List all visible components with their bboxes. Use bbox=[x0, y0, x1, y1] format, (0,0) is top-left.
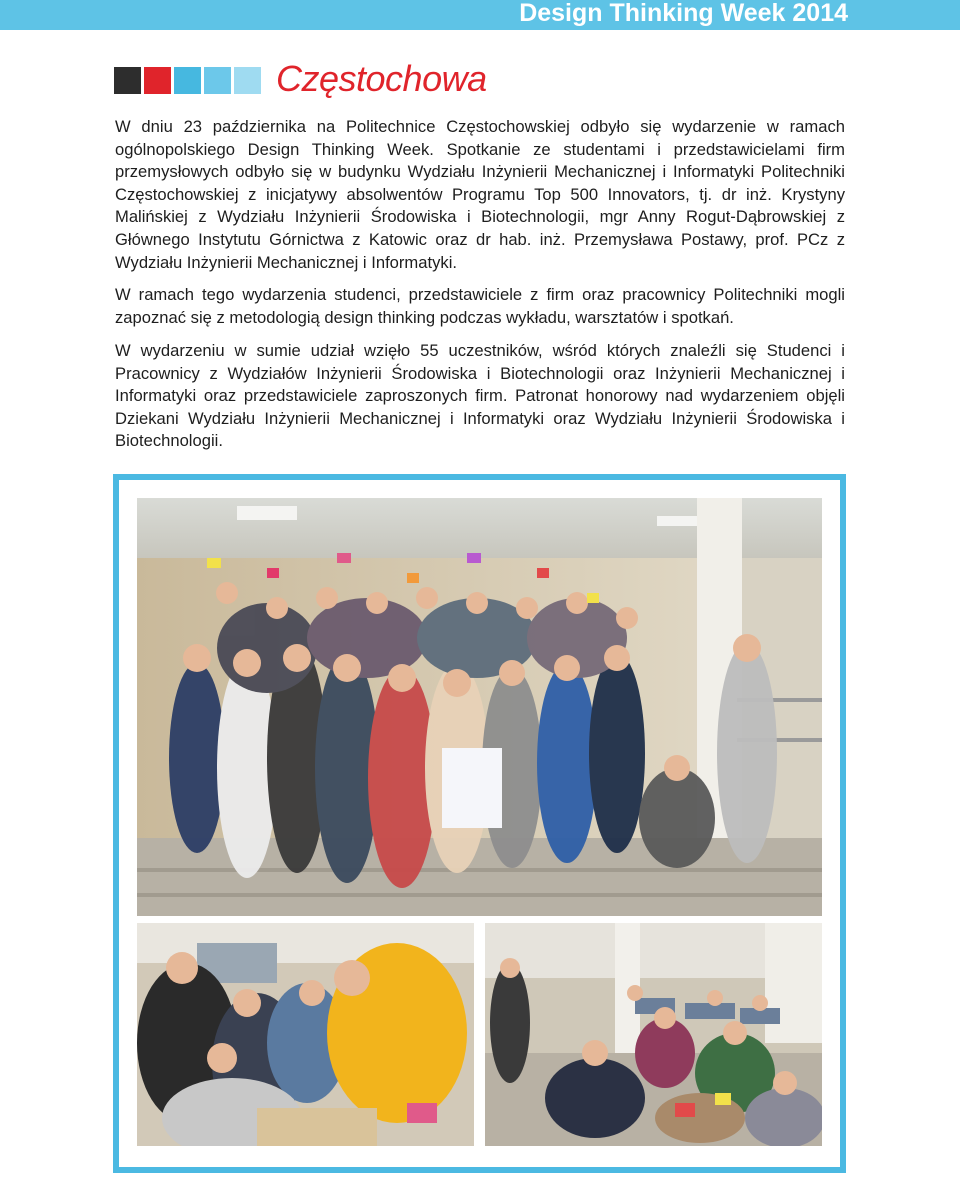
decor-square-blue bbox=[174, 67, 201, 94]
photo-gallery-frame bbox=[113, 474, 846, 1173]
header-title: Design Thinking Week 2014 bbox=[519, 0, 848, 27]
workshop-photo-closeup bbox=[137, 923, 474, 1146]
section-title: Częstochowa bbox=[276, 58, 487, 99]
group-photo bbox=[137, 498, 822, 916]
decor-square-pale-blue bbox=[234, 67, 261, 94]
paragraph-text: W dniu 23 października na Politechnice Częstochowskiej odbyło się wydarzenie w ramach ogólnopolskiego Design Thinking Week. Spotkanie ze studentami i przedstawicielami firm przemysłowych odbyło się w budynku Wydziału Inżynierii Mechanicznej i Informatyki Politechniki Częstochowskiej z inicjatywy absolwentów Programu Top 500 Innovators, tj. dr inż. Krystyny Malińskiej z Wydziału Inżynierii Środowiska i Biotechnologii, mgr Anny Rogut-Dąbrowskiej z Głównego Instytutu Górnictwa z Katowic oraz dr hab. inż. Przemysława Postawy, prof. PCz z Wydziału Inżynierii Mechanicznej i Informatyki. bbox=[115, 117, 845, 272]
intro-paragraph bbox=[115, 116, 845, 274]
decor-square-red bbox=[144, 67, 171, 94]
workshop-photo-hall bbox=[485, 923, 822, 1146]
decor-square-dark bbox=[114, 67, 141, 94]
participants-paragraph bbox=[115, 340, 845, 453]
paragraph-text: W wydarzeniu w sumie udział wzięło 55 uczestników, wśród których znaleźli się Studenci i Pracownicy z Wydziałów Inżynierii Środowiska i Biotechnologii oraz Inżynierii Mechanicznej i Informatyki oraz przedstawiciele zaproszonych firm. Patronat honorowy nad wydarzeniem objęli Dziekani Wydziału Inżynierii Mechanicznej i Informatyki oraz Wydziału Inżynierii Środowiska i Biotechnologii. bbox=[115, 341, 845, 451]
decor-square-light-blue bbox=[204, 67, 231, 94]
paragraph-text: W ramach tego wydarzenia studenci, przedstawiciele z firm oraz pracownicy Politechniki mogli zapoznać się z metodologią design thinking podczas wykładu, warsztatów i spotkań. bbox=[115, 285, 845, 327]
header-bar bbox=[0, 0, 960, 30]
workshop-paragraph bbox=[115, 284, 845, 329]
